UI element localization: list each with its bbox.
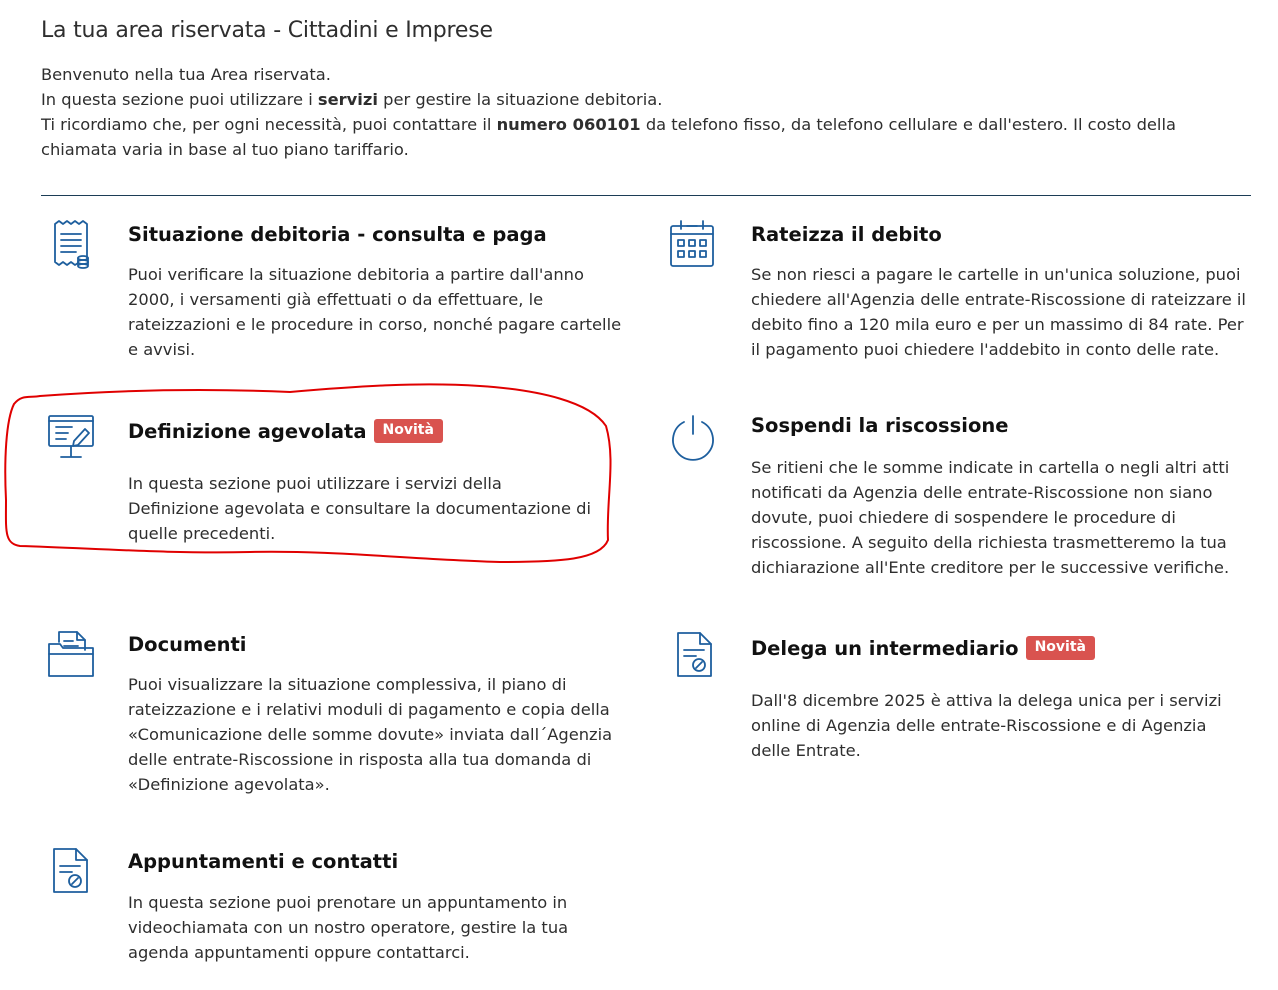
card-title[interactable] xyxy=(751,636,1095,660)
card-title[interactable]: Rateizza il debito xyxy=(751,223,942,246)
divider xyxy=(41,195,1251,196)
receipt-icon xyxy=(50,218,92,276)
intro-line-1: Benvenuto nella tua Area riservata. xyxy=(41,65,331,84)
intro-text xyxy=(41,62,1241,162)
calendar-icon xyxy=(668,218,716,274)
card-title[interactable]: Situazione debitoria - consulta e paga xyxy=(128,223,547,246)
novita-badge: Novità xyxy=(1026,636,1095,660)
card-title-text: Definizione agevolata xyxy=(128,419,367,443)
card-description: Puoi verificare la situazione debitoria a partire dall'anno 2000, i versamenti già effettuati o da effettuare, le rateizzazioni e le procedure in corso, nonché pagare cartelle e avvisi. xyxy=(128,265,622,359)
card-sospendi-riscossione[interactable] xyxy=(668,412,1253,592)
folder-icon xyxy=(46,628,96,684)
page-title: La tua area riservata - Cittadini e Imprese xyxy=(41,18,493,43)
phone-number: numero 060101 xyxy=(496,115,641,134)
card-definizione-agevolata[interactable] xyxy=(46,413,621,553)
card-description: Puoi visualizzare la situazione complessiva, il piano di rateizzazione e i relativi moduli di pagamento e copia della «Comunicazione delle somme dovute» inviata dall´Agenzia delle entrate-Riscossione in risposta alla tua domanda di «Definizione agevolata». xyxy=(128,675,613,794)
servizi-bold: servizi xyxy=(317,90,378,109)
intro-line-3: Ti ricordiamo che, per ogni necessità, puoi contattare il numero 060101 da telefono fisso, da telefono cellulare e dall'estero. Il costo della chiamata varia in base al tuo piano tariffario. xyxy=(41,115,1176,159)
card-title-text: Delega un intermediario xyxy=(751,636,1019,660)
card-description: Se non riesci a pagare le cartelle in un'unica soluzione, puoi chiedere all'Agenzia delle entrate-Riscossione di rateizzare il debito fino a 120 mila euro e per un massimo di 84 rate. Per il pagamento puoi chiedere l'addebito in conto delle rate. xyxy=(751,265,1246,359)
card-appuntamenti-contatti[interactable] xyxy=(48,846,623,976)
card-delega-intermediario[interactable] xyxy=(672,630,1252,770)
card-situazione-debitoria[interactable] xyxy=(50,218,640,359)
card-description: In questa sezione puoi prenotare un appuntamento in videochiamata con un nostro operatore, gestire la tua agenda appuntamenti oppure contattarci. xyxy=(128,893,569,962)
power-icon xyxy=(668,412,718,468)
card-title[interactable]: Sospendi la riscossione xyxy=(751,414,1009,437)
card-title[interactable] xyxy=(128,419,443,443)
card-description: Dall'8 dicembre 2025 è attiva la delega unica per i servizi online di Agenzia delle entrate-Riscossione e di Agenzia delle Entrate. xyxy=(751,691,1222,760)
intro-line-2: In questa sezione puoi utilizzare i servizi per gestire la situazione debitoria. xyxy=(41,90,663,109)
card-documenti[interactable] xyxy=(46,628,621,803)
card-title[interactable]: Documenti xyxy=(128,633,247,656)
card-description: In questa sezione puoi utilizzare i servizi della Definizione agevolata e consultare la documentazione di quelle precedenti. xyxy=(128,474,591,543)
novita-badge: Novità xyxy=(374,419,443,443)
card-description: Se ritieni che le somme indicate in cartella o negli altri atti notificati da Agenzia delle entrate-Riscossione non siano dovute, puoi chiedere di sospendere le procedure di riscossione. A seguito della richiesta trasmetteremo la tua dichiarazione all'Ente creditore per le successive verifiche. xyxy=(751,458,1230,577)
document-check-icon xyxy=(672,630,718,684)
card-title[interactable]: Appuntamenti e contatti xyxy=(128,850,399,873)
document-check-icon xyxy=(48,846,94,900)
card-rateizza-debito[interactable] xyxy=(668,218,1253,368)
monitor-edit-icon xyxy=(46,413,96,467)
